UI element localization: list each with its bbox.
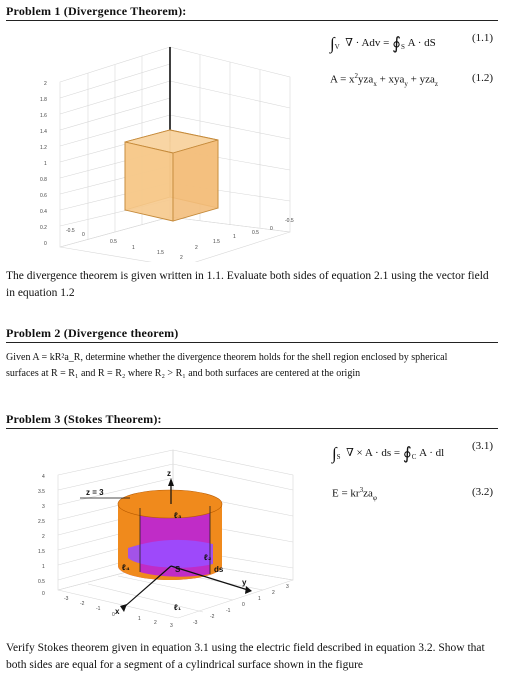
equation-3-2: $E = kr^3za_\varphi$ bbox=[332, 486, 377, 502]
problem2-divider bbox=[6, 342, 498, 343]
problem3-divider bbox=[6, 428, 498, 429]
svg-text:2: 2 bbox=[180, 255, 183, 261]
svg-text:1.5: 1.5 bbox=[38, 549, 45, 555]
svg-text:0.4: 0.4 bbox=[40, 209, 47, 215]
problem2-text-line2: surfaces at R = R₁ and R = R₂ where R₂ > R₁ and both surfaces are centered at the origin bbox=[6, 368, 361, 379]
problem1-x-ticks bbox=[66, 228, 183, 261]
svg-text:1: 1 bbox=[138, 616, 141, 622]
svg-text:3.5: 3.5 bbox=[38, 489, 45, 495]
svg-text:2: 2 bbox=[44, 81, 47, 87]
equation-1-1-number: (1.1) bbox=[472, 32, 494, 44]
equation-1-1: $\int_V$ ∇ · Adv = $∮_S$ A · dS bbox=[330, 34, 436, 53]
svg-text:0.8: 0.8 bbox=[40, 177, 47, 183]
svg-text:1: 1 bbox=[132, 245, 135, 251]
svg-text:1: 1 bbox=[42, 564, 45, 570]
problem1-text: The divergence theorem is given written in 1.1. Evaluate both sides of equation 2.1 using the vector field in equation 1.2 bbox=[6, 270, 489, 299]
equation-3-1-number: (3.1) bbox=[472, 440, 494, 452]
svg-text:3: 3 bbox=[170, 623, 173, 629]
svg-text:0.5: 0.5 bbox=[110, 239, 117, 245]
problem3-text: Verify Stokes theorem given in equation 3.1 using the electric field described in equation 3.2. Show that both sides are equal for a segment of a cylindrical surface shown in the figure bbox=[6, 642, 485, 671]
svg-text:1.4: 1.4 bbox=[40, 129, 47, 135]
svg-text:1: 1 bbox=[233, 234, 236, 240]
l1-label: ℓ₁ bbox=[174, 603, 182, 612]
z-equals-label: z = 3 bbox=[86, 488, 104, 497]
svg-text:-3: -3 bbox=[193, 620, 198, 626]
svg-text:-2: -2 bbox=[210, 614, 215, 620]
y-axis-label: y bbox=[242, 578, 247, 587]
svg-text:0: 0 bbox=[270, 226, 273, 232]
problem3-y-ticks bbox=[193, 584, 289, 626]
svg-text:0: 0 bbox=[42, 591, 45, 597]
svg-text:1.5: 1.5 bbox=[157, 250, 164, 256]
integral-sub-v: V bbox=[334, 43, 340, 52]
svg-text:2: 2 bbox=[154, 620, 157, 626]
svg-text:1.8: 1.8 bbox=[40, 97, 47, 103]
svg-text:-0.5: -0.5 bbox=[66, 228, 75, 234]
problem1-cube-plot bbox=[30, 22, 310, 262]
problem3-heading: Problem 3 (Stokes Theorem): bbox=[6, 412, 162, 426]
problem1-z-ticks bbox=[40, 81, 47, 247]
svg-text:-3: -3 bbox=[64, 596, 69, 602]
problem1-heading: Problem 1 (Divergence Theorem): bbox=[6, 4, 187, 18]
equation-1-2-number: (1.2) bbox=[472, 72, 494, 84]
problem1-y-ticks bbox=[195, 218, 294, 251]
svg-text:-0.5: -0.5 bbox=[285, 218, 294, 224]
ds-label: ds bbox=[214, 565, 224, 574]
svg-text:1.6: 1.6 bbox=[40, 113, 47, 119]
problem2-text-line1: Given A = kR²a_R, determine whether the divergence theorem holds for the shell region enclosed by spherical bbox=[6, 352, 448, 363]
svg-text:3: 3 bbox=[286, 584, 289, 590]
problem2-heading: Problem 2 (Divergence theorem) bbox=[6, 326, 179, 340]
equation-3-2-number: (3.2) bbox=[472, 486, 494, 498]
svg-text:-2: -2 bbox=[80, 601, 85, 607]
problem3-cylinder-plot bbox=[28, 440, 318, 630]
l2-label: ℓ₂ bbox=[204, 553, 212, 562]
problem3-z-ticks bbox=[38, 474, 45, 597]
svg-text:0: 0 bbox=[44, 241, 47, 247]
svg-text:1: 1 bbox=[258, 596, 261, 602]
s-label: S bbox=[175, 565, 181, 574]
svg-text:0: 0 bbox=[112, 612, 115, 618]
svg-text:2: 2 bbox=[272, 590, 275, 596]
svg-text:-1: -1 bbox=[226, 608, 231, 614]
equation-3-1: $\int_S$ ∇ × A · ds = $∮_C$ A · dl bbox=[332, 444, 445, 463]
svg-text:-1: -1 bbox=[96, 606, 101, 612]
z-axis-label: z bbox=[167, 469, 171, 478]
svg-text:1: 1 bbox=[44, 161, 47, 167]
svg-text:0.6: 0.6 bbox=[40, 193, 47, 199]
svg-text:0.5: 0.5 bbox=[252, 230, 259, 236]
svg-text:2.5: 2.5 bbox=[38, 519, 45, 525]
equation-1-2: $A = x^2yza_x + xya_y + yza_z$ bbox=[330, 72, 438, 88]
svg-text:1.5: 1.5 bbox=[213, 239, 220, 245]
svg-text:4: 4 bbox=[42, 474, 45, 480]
svg-text:2: 2 bbox=[42, 534, 45, 540]
x-axis-label: x bbox=[115, 607, 120, 616]
problem1-divider bbox=[6, 20, 498, 21]
cylinder bbox=[118, 480, 222, 580]
svg-text:0: 0 bbox=[242, 602, 245, 608]
svg-text:3: 3 bbox=[42, 504, 45, 510]
svg-text:1.2: 1.2 bbox=[40, 145, 47, 151]
l4-label: ℓ₄ bbox=[122, 563, 130, 572]
svg-text:2: 2 bbox=[195, 245, 198, 251]
svg-text:0: 0 bbox=[82, 232, 85, 238]
l3-label: ℓ₃ bbox=[174, 511, 182, 520]
svg-text:0.2: 0.2 bbox=[40, 225, 47, 231]
cube bbox=[125, 130, 218, 221]
svg-text:0.5: 0.5 bbox=[38, 579, 45, 585]
